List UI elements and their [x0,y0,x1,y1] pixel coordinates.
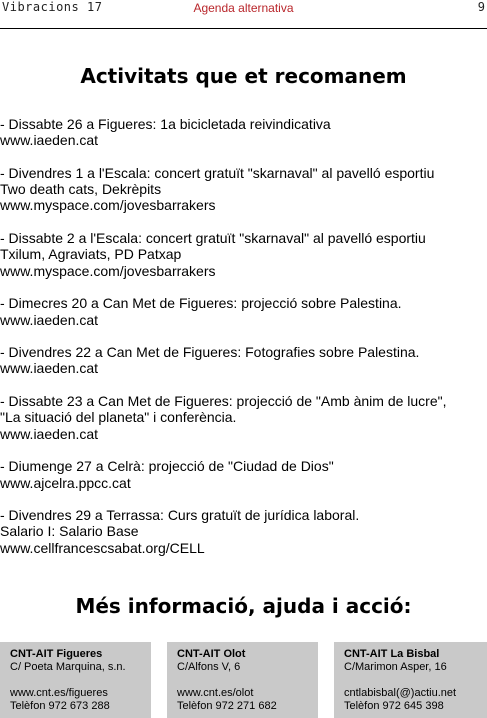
contact-card-la-bisbal [334,642,487,718]
contact-name: CNT-AIT Olot [177,648,246,660]
event-item [0,230,487,279]
contact-card-figueres [0,642,151,718]
contact-phone: Telèfon 972 645 398 [344,700,444,712]
event-item [0,116,487,149]
recommend-title: Activitats que et recomanem [80,64,407,88]
event-link[interactable]: www.iaeden.cat [0,360,99,377]
contact-name: CNT-AIT La Bisbal [344,648,440,660]
contact-phone: Telèfon 972 271 682 [177,700,277,712]
event-line: Txilum, Agraviats, PD Patxap [0,246,182,263]
event-item [0,507,487,556]
event-link[interactable]: www.iaeden.cat [0,311,99,328]
event-line: - Dissabte 26 a Figueres: 1a bicicletada reivindicativa [0,116,331,132]
contact-name: CNT-AIT Figueres [10,648,103,660]
contact-web-link[interactable]: www.cnt.es/olot [177,687,254,699]
contact-phone: Telèfon 972 673 288 [10,700,110,712]
event-item [0,165,487,214]
event-link[interactable]: www.myspace.com/jovesbarrakers [0,262,216,279]
event-link[interactable]: www.myspace.com/jovesbarrakers [0,197,216,214]
event-item [0,295,487,328]
contact-address: C/Alfons V, 6 [177,661,241,673]
event-item [0,393,487,442]
event-line: - Divendres 1 a l'Escala: concert gratuït "skarnaval" al pavelló esportiu [0,164,435,181]
event-link[interactable]: www.iaeden.cat [0,425,99,442]
event-line: - Divendres 22 a Can Met de Figueres: Fotografies sobre Palestina. [0,344,420,361]
event-line: - Diumenge 27 a Celrà: projecció de "Ciudad de Dios" [0,458,334,475]
contact-address: C/Marimon Asper, 16 [344,661,447,673]
contact-web-link[interactable]: www.cnt.es/figueres [10,687,108,699]
event-link[interactable]: www.cellfrancescsabat.org/CELL [0,539,205,556]
contact-card-olot [167,642,318,718]
event-line: Salario I: Salario Base [0,523,139,540]
event-line: "La situació del planeta" i conferència. [0,409,237,426]
event-item [0,458,487,491]
event-line: - Divendres 29 a Terrassa: Curs gratuït de jurídica laboral. [0,507,360,524]
event-item [0,344,487,377]
info-title: Més informació, ajuda i acció: [75,594,412,618]
contact-email-link[interactable]: cntlabisbal(@)actiu.net [344,687,457,699]
contact-address: C/ Poeta Marquina, s.n. [10,661,126,673]
event-link[interactable]: www.iaeden.cat [0,132,99,149]
section-name: Agenda alternativa [193,1,294,15]
page-number: 9 [477,0,485,14]
event-line: - Dissabte 2 a l'Escala: concert gratuït "skarnaval" al pavelló esportiu [0,230,426,247]
event-list [0,116,487,556]
page-header [0,0,487,29]
contact-cards [0,642,487,718]
magazine-brand: Vibracions 17 [2,0,103,14]
event-line: - Dissabte 23 a Can Met de Figueres: projecció de "Amb ànim de lucre", [0,393,447,410]
event-line: - Dimecres 20 a Can Met de Figueres: projecció sobre Palestina. [0,295,402,312]
event-line: Two death cats, Dekrèpits [0,181,162,198]
event-link[interactable]: www.ajcelra.ppcc.cat [0,474,131,491]
